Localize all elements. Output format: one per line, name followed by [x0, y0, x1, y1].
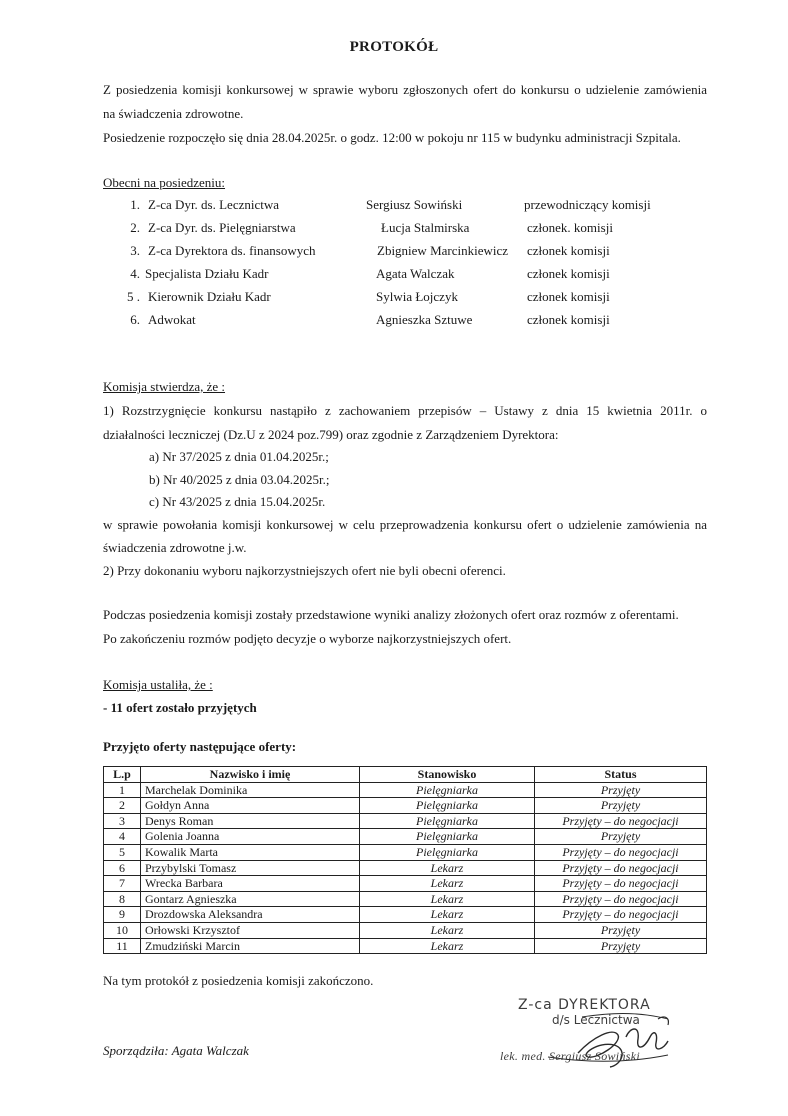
table-row: [104, 938, 707, 954]
states-paragraph: 2) Przy dokonaniu wyboru najkorzystniejszych ofert nie byli obecni oferenci.: [103, 563, 506, 578]
table-row: [104, 860, 707, 876]
attendee-function: członek. komisji: [527, 220, 613, 235]
stamp-name: lek. med. Sergiusz Sowiński: [500, 1049, 640, 1063]
table-row: [104, 798, 707, 814]
stamp-title: Z-ca DYREKTORA: [518, 997, 651, 1013]
attendee-name: Sylwia Łojczyk: [376, 289, 458, 304]
offer-lp: 5: [104, 844, 141, 860]
offer-name: Kowalik Marta: [141, 844, 360, 860]
attendee-function: członek komisji: [527, 312, 610, 327]
table-row: [104, 876, 707, 892]
accepted-count: - 11 ofert zostało przyjętych: [103, 700, 257, 715]
offers-table: [103, 766, 707, 954]
offer-position: Lekarz: [360, 891, 535, 907]
attendee-name: Łucja Stalmirska: [381, 220, 470, 235]
offer-position: Pielęgniarka: [360, 829, 535, 845]
offer-name: Golenia Joanna: [141, 829, 360, 845]
attendee-role: Specjalista Działu Kadr: [145, 266, 269, 281]
offer-lp: 1: [104, 782, 141, 798]
offer-name: Denys Roman: [141, 813, 360, 829]
table-row: [104, 813, 707, 829]
offer-lp: 10: [104, 922, 141, 938]
meeting-start-text: Posiedzenie rozpoczęło się dnia 28.04.2025r. o godz. 12:00 w pokoju nr 115 w budynku administracji Szpitala.: [103, 130, 681, 145]
table-row: [104, 829, 707, 845]
offer-status: Przyjęty – do negocjacji: [535, 891, 707, 907]
attendee-number: 2.: [130, 220, 140, 235]
order-item: b) Nr 40/2025 z dnia 03.04.2025r.;: [149, 472, 330, 487]
stamp-department: d/s Lecznictwa: [552, 1013, 640, 1027]
offer-position: Lekarz: [360, 860, 535, 876]
offer-name: Zmudziński Marcin: [141, 938, 360, 954]
offer-position: Lekarz: [360, 922, 535, 938]
states-paragraph: działalności leczniczej (Dz.U z 2024 poz.799) oraz zgodnie z Zarządzeniem Dyrektora:: [103, 427, 559, 442]
column-header: Stanowisko: [360, 767, 535, 783]
offer-status: Przyjęty – do negocjacji: [535, 813, 707, 829]
attendee-name: Zbigniew Marcinkiewicz: [377, 243, 509, 258]
attendee-function: przewodniczący komisji: [524, 197, 651, 212]
meeting-summary: Po zakończeniu rozmów podjęto decyzje o wyborze najkorzystniejszych ofert.: [103, 631, 512, 646]
offer-name: Drozdowska Aleksandra: [141, 907, 360, 923]
present-heading: Obecni na posiedzeniu:: [103, 175, 226, 190]
states-paragraph: świadczenia zdrowotne j.w.: [103, 540, 247, 555]
attendee-name: Agnieszka Sztuwe: [376, 312, 473, 327]
attendee-name: Sergiusz Sowiński: [366, 197, 463, 212]
offer-lp: 4: [104, 829, 141, 845]
offer-name: Marchelak Dominika: [141, 782, 360, 798]
offer-position: Lekarz: [360, 938, 535, 954]
intro-text: na świadczenia zdrowotne.: [103, 106, 244, 121]
offer-name: Orłowski Krzysztof: [141, 922, 360, 938]
column-header: L.p: [104, 767, 141, 783]
meeting-summary: Podczas posiedzenia komisji zostały przedstawione wyniki analizy złożonych ofert oraz rozmów z oferentami.: [103, 607, 679, 622]
attendee-role: Z-ca Dyr. ds. Lecznictwa: [148, 197, 280, 212]
table-row: [104, 782, 707, 798]
offer-name: Wrecka Barbara: [141, 876, 360, 892]
established-heading: Komisja ustaliła, że :: [103, 677, 213, 692]
intro-text: Z posiedzenia komisji konkursowej w sprawie wyboru zgłoszonych ofert do konkursu o udzielenie zamówienia: [103, 82, 707, 97]
offer-position: Pielęgniarka: [360, 844, 535, 860]
offer-name: Gontarz Agnieszka: [141, 891, 360, 907]
offer-position: Pielęgniarka: [360, 782, 535, 798]
states-paragraph: 1) Rozstrzygnięcie konkursu nastąpiło z zachowaniem przepisów – Ustawy z dnia 15 kwietnia 2011r. o: [103, 403, 707, 418]
states-heading: Komisja stwierdza, że :: [103, 379, 226, 394]
attendee-role: Z-ca Dyrektora ds. finansowych: [148, 243, 316, 258]
column-header: Status: [535, 767, 707, 783]
order-item: c) Nr 43/2025 z dnia 15.04.2025r.: [149, 494, 326, 509]
attendee-role: Z-ca Dyr. ds. Pielęgniarstwa: [148, 220, 296, 235]
offer-lp: 8: [104, 891, 141, 907]
offer-lp: 6: [104, 860, 141, 876]
offer-status: Przyjęty: [535, 938, 707, 954]
prepared-by: Sporządziła: Agata Walczak: [103, 1043, 249, 1058]
offer-lp: 3: [104, 813, 141, 829]
offer-status: Przyjęty – do negocjacji: [535, 844, 707, 860]
offer-lp: 11: [104, 938, 141, 954]
offer-name: Przybylski Tomasz: [141, 860, 360, 876]
offer-status: Przyjęty – do negocjacji: [535, 876, 707, 892]
offer-name: Gołdyn Anna: [141, 798, 360, 814]
offer-status: Przyjęty: [535, 782, 707, 798]
offer-status: Przyjęty: [535, 798, 707, 814]
offer-position: Lekarz: [360, 876, 535, 892]
director-stamp: [500, 997, 688, 1097]
offer-lp: 9: [104, 907, 141, 923]
accepted-heading: Przyjęto oferty następujące oferty:: [103, 739, 297, 754]
attendee-function: członek komisji: [527, 266, 610, 281]
attendee-function: członek komisji: [527, 243, 610, 258]
offer-position: Lekarz: [360, 907, 535, 923]
offer-position: Pielęgniarka: [360, 813, 535, 829]
attendee-number: 3.: [130, 243, 140, 258]
offer-status: Przyjęty – do negocjacji: [535, 860, 707, 876]
table-row: [104, 891, 707, 907]
offer-lp: 7: [104, 876, 141, 892]
attendee-number: 6.: [130, 312, 140, 327]
attendee-name: Agata Walczak: [376, 266, 455, 281]
table-header-row: [104, 767, 707, 783]
states-paragraph: w sprawie powołania komisji konkursowej w celu przeprowadzenia konkursu ofert o udzielenie zamówienia na: [103, 517, 707, 532]
offer-position: Pielęgniarka: [360, 798, 535, 814]
offer-status: Przyjęty: [535, 922, 707, 938]
attendee-number: 5 .: [127, 289, 140, 304]
offer-status: Przyjęty: [535, 829, 707, 845]
offer-lp: 2: [104, 798, 141, 814]
offer-status: Przyjęty – do negocjacji: [535, 907, 707, 923]
handwritten-signature: [518, 997, 688, 1097]
attendee-role: Adwokat: [148, 312, 196, 327]
attendee-role: Kierownik Działu Kadr: [148, 289, 271, 304]
column-header: Nazwisko i imię: [141, 767, 360, 783]
closing-text: Na tym protokół z posiedzenia komisji zakończono.: [103, 973, 374, 988]
attendee-number: 1.: [130, 197, 140, 212]
attendee-number: 4.: [130, 266, 140, 281]
order-item: a) Nr 37/2025 z dnia 01.04.2025r.;: [149, 449, 329, 464]
offers-table-body: [104, 782, 707, 954]
attendee-function: członek komisji: [527, 289, 610, 304]
table-row: [104, 844, 707, 860]
document-title: PROTOKÓŁ: [349, 39, 439, 55]
table-row: [104, 922, 707, 938]
table-row: [104, 907, 707, 923]
